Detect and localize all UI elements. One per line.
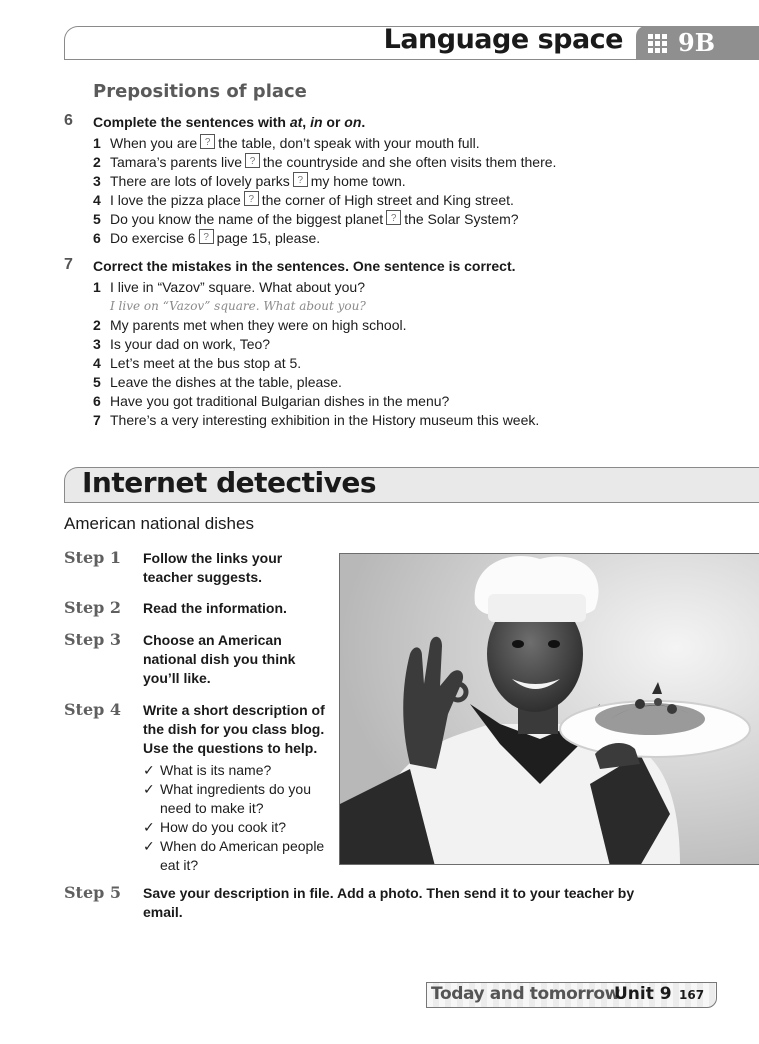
list-item: 6 Do exercise 6 ? page 15, please.: [93, 230, 321, 246]
blank-box: ?: [200, 134, 215, 149]
check-icon: ✓: [143, 838, 155, 854]
step-5-text: Save your description in file. Add a photo. Then send it to your teacher by email.: [143, 885, 635, 920]
list-item: ✓ When do American people: [143, 838, 325, 854]
step-4-label: Step 4: [64, 700, 122, 719]
step-3-label: Step 3: [64, 630, 122, 649]
check-icon: ✓: [143, 762, 155, 778]
list-item-continuation: eat it?: [160, 857, 199, 873]
footer-title: Today and tomorrow: [431, 984, 620, 1004]
step-1-label: Step 1: [64, 548, 122, 567]
check-icon: ✓: [143, 781, 155, 797]
chef-holding-pasta-photo: [339, 553, 759, 865]
step-2-text: Read the information.: [143, 600, 287, 616]
list-item: ✓ What ingredients do you: [143, 781, 311, 797]
list-item: 3 There are lots of lovely parks ? my home town.: [93, 173, 406, 189]
list-item: 4 Let’s meet at the bus stop at 5.: [93, 355, 302, 371]
list-item: ✓ What is its name?: [143, 762, 272, 778]
footer-unit: Unit 9: [614, 984, 672, 1004]
list-item: 1 I live in “Vazov” square. What about you?: [93, 279, 365, 295]
internet-detectives-title: Internet detectives: [82, 466, 376, 499]
exercise-7-list: [93, 278, 539, 430]
list-item-continuation: need to make it?: [160, 800, 264, 816]
grid-icon: [648, 34, 667, 53]
example-answer: I live on “Vazov” square. What about you?: [110, 299, 366, 313]
list-item: 7 There’s a very interesting exhibition in the History museum this week.: [93, 412, 540, 428]
check-icon: ✓: [143, 819, 155, 835]
page-number: 167: [679, 988, 705, 1002]
unit-code: 9B: [678, 28, 715, 57]
step-5-label: Step 5: [64, 883, 122, 902]
list-item: 2 My parents met when they were on high school.: [93, 317, 407, 333]
american-dishes-heading: American national dishes: [64, 514, 254, 533]
step-1-text: Follow the links your teacher suggests.: [143, 550, 283, 585]
step-3-text: Choose an American national dish you think you’ll like.: [143, 632, 296, 686]
list-item: 4 I love the pizza place ? the corner of High street and King street.: [93, 192, 514, 208]
blank-box: ?: [244, 191, 259, 206]
step-2-label: Step 2: [64, 598, 122, 617]
blank-box: ?: [245, 153, 260, 168]
list-item: 6 Have you got traditional Bulgarian dishes in the menu?: [93, 393, 450, 409]
list-item: ✓ How do you cook it?: [143, 819, 287, 835]
exercise-6-number: 6: [64, 112, 73, 129]
list-item: 3 Is your dad on work, Teo?: [93, 336, 271, 352]
exercise-6-instruction: Complete the sentences with at, in or on.: [93, 114, 366, 130]
blank-box: ?: [386, 210, 401, 225]
exercise-6-list: [93, 134, 556, 248]
step-4-text: Write a short description of the dish for you class blog. Use the questions to help.: [143, 702, 325, 756]
list-item: 5 Leave the dishes at the table, please.: [93, 374, 342, 390]
list-item: 1 When you are ? the table, don’t speak with your mouth full.: [93, 135, 480, 151]
exercise-7-number: 7: [64, 256, 73, 273]
blank-box: ?: [293, 172, 308, 187]
list-item: 5 Do you know the name of the biggest planet ? the Solar System?: [93, 211, 519, 227]
exercise-7-instruction: Correct the mistakes in the sentences. One sentence is correct.: [93, 258, 516, 274]
list-item: 2 Tamara’s parents live ? the countryside and she often visits them there.: [93, 154, 557, 170]
blank-box: ?: [199, 229, 214, 244]
prepositions-heading: Prepositions of place: [93, 81, 307, 102]
step-4-questions: [143, 761, 324, 875]
section-title: Language space: [383, 24, 623, 55]
